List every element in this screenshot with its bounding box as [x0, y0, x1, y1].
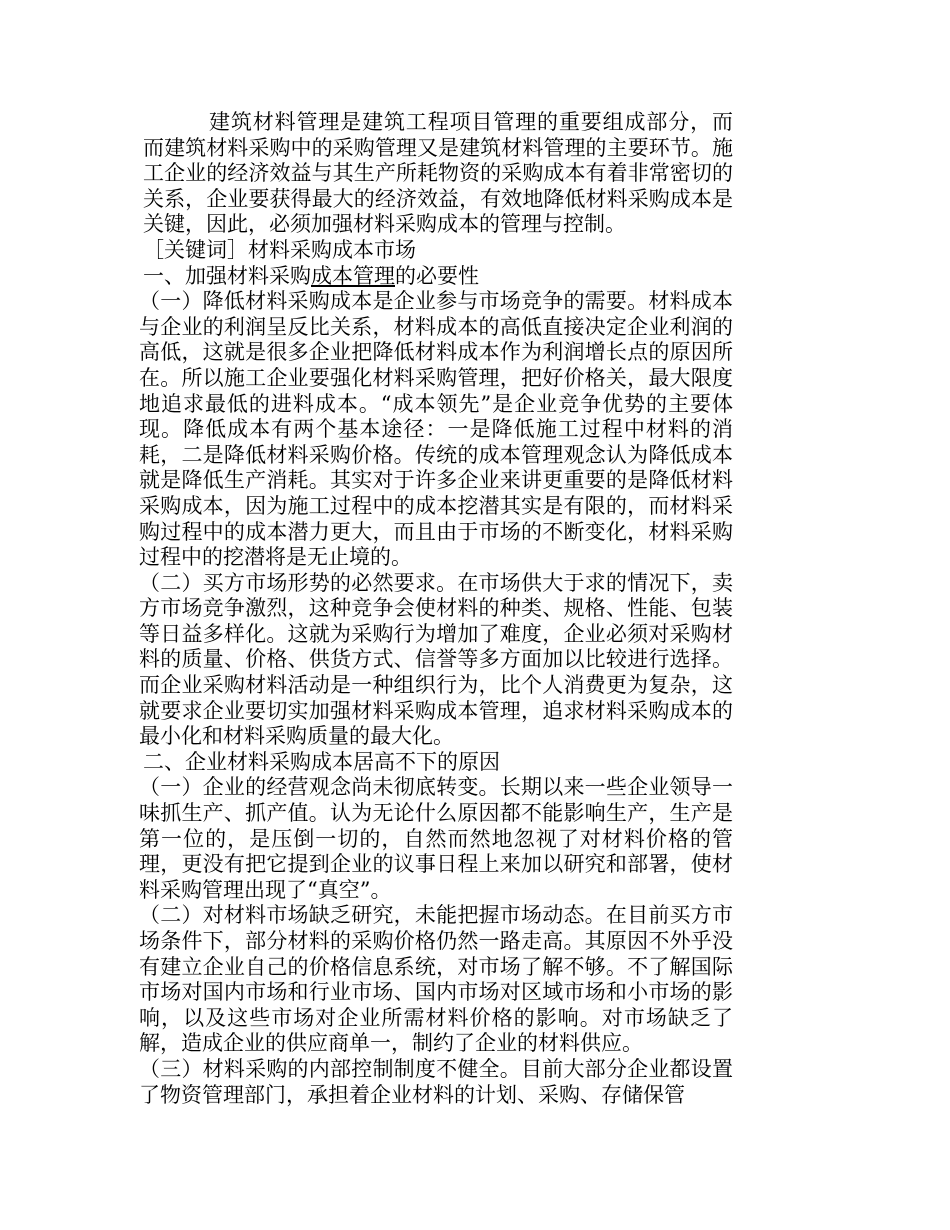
- document-body: [139, 110, 733, 1108]
- cost-management-link[interactable]: 成本管理: [311, 263, 395, 288]
- keywords-line: ［关键词］材料采购成本市场: [143, 237, 416, 262]
- intro-paragraph: 建筑材料管理是建筑工程项目管理的重要组成部分，而而建筑材料采购中的采购管理又是建筑材料管理的主要环节。施工企业的经济效益与其生产所耗物资的采购成本有着非常密切的关系，企业要获得最大的经济效益，有效地降低材料采购成本是关键，因此，必须加强材料采购成本的管理与控制。: [143, 110, 733, 237]
- section-1-heading: [143, 264, 733, 290]
- section-1-item-2: （二）买方市场形势的必然要求。在市场供大于求的情况下，卖方市场竞争激烈，这种竞争会使材料的种类、规格、性能、包装等日益多样化。这就为采购行为增加了难度，企业必须对采购材料的质量、价格、供货方式、信誉等多方面加以比较进行选择。而企业采购材料活动是一种组织行为，比个人消费更为复杂，这就要求企业要切实加强材料采购成本管理，追求材料采购成本的最小化和材料采购质量的最大化。: [139, 570, 733, 749]
- section-2-item-2: （二）对材料市场缺乏研究，未能把握市场动态。在目前买方市场条件下，部分材料的采购价格仍然一路走高。其原因不外乎没有建立企业自己的价格信息系统，对市场了解不够。不了解国际市场对国内市场和行业市场、国内市场对区域市场和小市场的影响，以及这些市场对企业所需材料价格的影响。对市场缺乏了解，造成企业的供应商单一，制约了企业的材料供应。: [139, 903, 733, 1056]
- section-2-heading: 二、企业材料采购成本居高不下的原因: [143, 749, 500, 774]
- section-1-item-1: （一）降低材料采购成本是企业参与市场竞争的需要。材料成本与企业的利润呈反比关系，材料成本的高低直接决定企业利润的高低，这就是很多企业把降低材料成本作为利润增长点的原因所在。所以施工企业要强化材料采购管理，把好价格关，最大限度地追求最低的进料成本。“成本领先”是企业竞争优势的主要体现。降低成本有两个基本途径：一是降低施工过程中材料的消耗，二是降低材料采购价格。传统的成本管理观念认为降低成本就是降低生产消耗。其实对于许多企业来讲更重要的是降低材料采购成本，因为施工过程中的成本挖潜其实是有限的，而材料采购过程中的成本潜力更大，而且由于市场的不断变化，材料采购过程中的挖潜将是无止境的。: [139, 289, 733, 570]
- section-2-item-3: （三）材料采购的内部控制制度不健全。目前大部分企业都设置了物资管理部门，承担着企业材料的计划、采购、存储保管: [139, 1056, 733, 1107]
- section-2-item-1: （一）企业的经营观念尚未彻底转变。长期以来一些企业领导一味抓生产、抓产值。认为无论什么原因都不能影响生产，生产是第一位的，是压倒一切的，自然而然地忽视了对材料价格的管理，更没有把它提到企业的议事日程上来加以研究和部署，使材料采购管理出现了“真空”。: [139, 775, 733, 902]
- section-1-heading-suffix: 的必要性: [395, 263, 479, 288]
- section-1-heading-prefix: 一、加强材料采购: [143, 263, 311, 288]
